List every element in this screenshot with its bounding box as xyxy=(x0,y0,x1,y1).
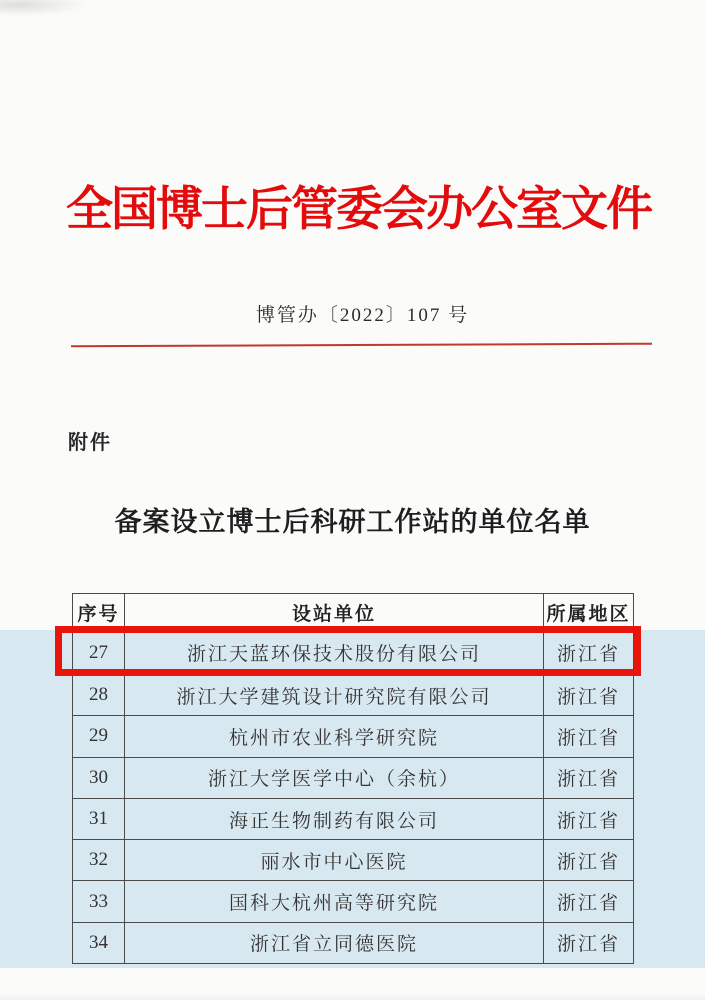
serial-number-cell: 30 xyxy=(73,757,125,798)
table-row xyxy=(73,631,634,675)
unit-name-cell: 浙江天蓝环保技术股份有限公司 xyxy=(125,631,544,675)
table-row xyxy=(73,881,634,922)
units-table xyxy=(72,593,634,964)
serial-number-cell: 32 xyxy=(73,840,125,881)
serial-number-cell: 33 xyxy=(73,881,125,922)
table-row xyxy=(73,757,634,798)
table-row xyxy=(73,716,634,757)
column-header-region: 所属地区 xyxy=(544,594,634,631)
table-row xyxy=(73,922,634,963)
unit-name-cell: 海正生物制药有限公司 xyxy=(125,798,544,839)
red-divider-line xyxy=(71,343,652,348)
unit-name-cell: 浙江省立同德医院 xyxy=(125,922,544,963)
column-header-unit: 设站单位 xyxy=(125,594,544,631)
region-cell: 浙江省 xyxy=(544,922,634,963)
attachment-label: 附件 xyxy=(68,432,112,454)
serial-number-cell: 28 xyxy=(73,675,125,716)
document-number: 博管办〔2022〕107 号 xyxy=(255,305,470,326)
table-header-row xyxy=(73,594,634,631)
section-title: 备案设立博士后科研工作站的单位名单 xyxy=(114,507,591,537)
document-title: 全国博士后管委会办公室文件 xyxy=(66,184,651,236)
region-cell: 浙江省 xyxy=(544,881,634,922)
region-cell: 浙江省 xyxy=(544,840,634,881)
table-row xyxy=(73,675,634,716)
table-row xyxy=(73,798,634,839)
serial-number-cell: 27 xyxy=(73,631,125,675)
unit-name-cell: 浙江大学建筑设计研究院有限公司 xyxy=(125,675,544,716)
region-cell: 浙江省 xyxy=(544,631,634,675)
serial-number-cell: 34 xyxy=(73,922,125,963)
region-cell: 浙江省 xyxy=(544,757,634,798)
column-header-serial: 序号 xyxy=(73,594,125,631)
unit-name-cell: 丽水市中心医院 xyxy=(125,840,544,881)
scan-bottom-shadow xyxy=(0,994,705,1000)
table-row xyxy=(73,840,634,881)
region-cell: 浙江省 xyxy=(544,716,634,757)
serial-number-cell: 31 xyxy=(73,798,125,839)
unit-name-cell: 浙江大学医学中心（余杭） xyxy=(125,757,544,798)
serial-number-cell: 29 xyxy=(73,716,125,757)
unit-name-cell: 国科大杭州高等研究院 xyxy=(125,881,544,922)
region-cell: 浙江省 xyxy=(544,675,634,716)
unit-name-cell: 杭州市农业科学研究院 xyxy=(125,716,544,757)
region-cell: 浙江省 xyxy=(544,798,634,839)
scan-smudge-artifact xyxy=(0,0,90,16)
